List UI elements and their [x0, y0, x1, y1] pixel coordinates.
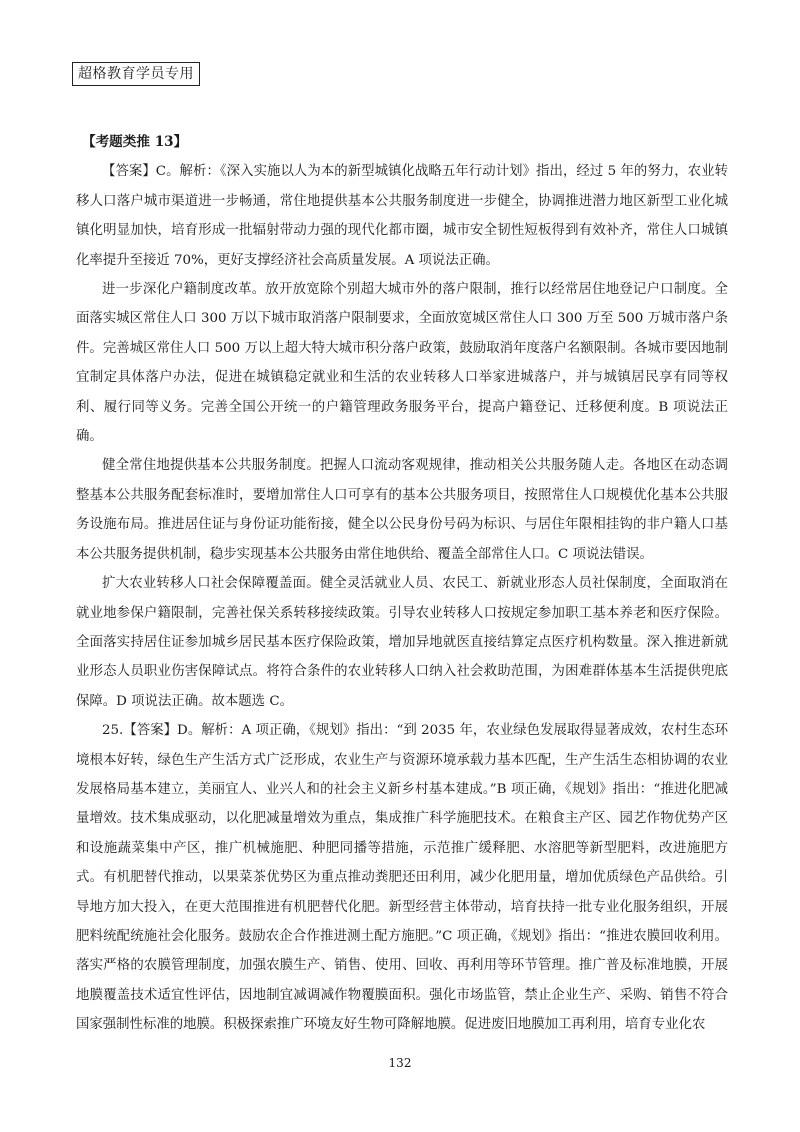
paragraph-public-services: 健全常住地提供基本公共服务制度。把握人口流动客观规律，推动相关公共服务随人走。各地区在动态调整基本公共服务配套标准时，要增加常住人口可享有的基本公共服务项目，按照常住人口规模优化基本公共服务设施布局。推进居住证与身份证功能衔接，健全以公民身份号码为标识、与居住年限相挂钩的非户籍人口基本公共服务提供机制，稳步实现基本公共服务由常住地供给、覆盖全部常住人口。C 项说法错误。 [76, 458, 728, 562]
section-title: 【考题类推 13】 [82, 134, 188, 150]
document-body [76, 128, 728, 1040]
paragraph-household-registration: 进一步深化户籍制度改革。放开放宽除个别超大城市外的落户限制，推行以经常居住地登记户口制度。全面落实城区常住人口 300 万以下城市取消落户限制要求，全面放宽城区常住人口 300 万至 500 万城市落户条件。完善城区常住人口 500 万以上超大特大城市积分落户政策，鼓励取消年度落户名额限制。各城市要因地制宜制定具体落户办法，促进在城镇稳定就业和生活的农业转移人口举家进城落户，并与城镇居民享有同等权利、履行同等义务。完善全国公开统一的户籍管理政务服务平台，提高户籍登记、迁移便利度。B 项说法正确。 [76, 282, 728, 445]
page-number: 132 [388, 1056, 412, 1070]
paragraph-question-25: 25.【答案】D。解析：A 项正确，《规划》指出：“到 2035 年，农业绿色发展取得显著成效，农村生态环境根本好转，绿色生产生活方式广泛形成，农业生产与资源环境承载力基本匹配，生产生活生态相协调的农业发展格局基本建立，美丽宜人、业兴人和的社会主义新乡村基本建成。”B 项正确，《规划》指出：“推进化肥减量增效。技术集成驱动，以化肥减量增效为重点，集成推广科学施肥技术。在粮食主产区、园艺作物优势产区和设施蔬菜集中产区，推广机械施肥、种肥同播等措施，示范推广缓释肥、水溶肥等新型肥料，改进施肥方式。有机肥替代推动，以果菜茶优势区为重点推动粪肥还田利用，减少化肥用量，增加优质绿色产品供给。引导地方加大投入，在更大范围推进有机肥替代化肥。新型经营主体带动，培育扶持一批专业化服务组织，开展肥料统配统施社会化服务。鼓励农企合作推进测土配方施肥。”C 项正确，《规划》指出：“推进农膜回收利用。落实严格的农膜管理制度，加强农膜生产、销售、使用、回收、再利用等环节管理。推广普及标准地膜，开展地膜覆盖技术适宜性评估，因地制宜减调减作物覆膜面积。强化市场监管，禁止企业生产、采购、销售不符合国家强制性标准的地膜。积极探索推广环境友好生物可降解地膜。促进废旧地膜加工再利用，培育专业化农 [76, 723, 728, 1033]
header-badge: 超格教育学员专用 [72, 62, 200, 86]
paragraph-answer-c: 【答案】C。解析：《深入实施以人为本的新型城镇化战略五年行动计划》指出，经过 5 年的努力，农业转移人口落户城市渠道进一步畅通，常住地提供基本公共服务制度进一步健全，协调推进潜力地区新型工业化城镇化明显加快，培育形成一批辐射带动力强的现代化都市圈，城市安全韧性短板得到有效补齐，常住人口城镇化率提升至接近 70%，更好支撑经济社会高质量发展。A 项说法正确。 [76, 164, 728, 268]
paragraph-social-security: 扩大农业转移人口社会保障覆盖面。健全灵活就业人员、农民工、新就业形态人员社保制度，全面取消在就业地参保户籍限制，完善社保关系转移接续政策。引导农业转移人口按规定参加职工基本养老和医疗保险。全面落实持居住证参加城乡居民基本医疗保险政策，增加异地就医直接结算定点医疗机构数量。深入推进新就业形态人员职业伤害保障试点。将符合条件的农业转移人口纳入社会救助范围，为困难群体基本生活提供兜底保障。D 项说法正确。故本题选 C。 [76, 576, 728, 709]
